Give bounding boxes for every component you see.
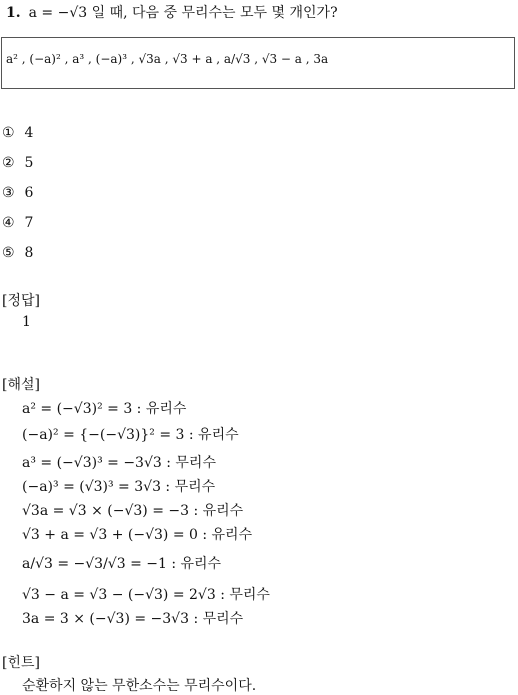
option-3[interactable]: [2, 185, 33, 201]
option-text: 6: [24, 185, 34, 201]
option-mark: ③: [2, 185, 15, 201]
option-1[interactable]: [2, 125, 33, 141]
explanation-line: 3a = 3 × (−√3) = −3√3 : 무리수: [22, 611, 244, 627]
explanation-line: a³ = (−√3)³ = −3√3 : 무리수: [22, 455, 216, 471]
answer-value: 1: [22, 314, 31, 330]
option-text: 5: [24, 155, 34, 171]
option-mark: ④: [2, 215, 15, 231]
option-mark: ①: [2, 125, 15, 141]
option-text: 8: [24, 245, 34, 261]
explanation-heading: [해설]: [2, 377, 40, 393]
explanation-line: (−a)³ = (√3)³ = 3√3 : 무리수: [22, 479, 216, 495]
option-5[interactable]: [2, 245, 33, 261]
explanation-line: √3 + a = √3 + (−√3) = 0 : 유리수: [22, 527, 253, 543]
explanation-line: a/√3 = −√3/√3 = −1 : 유리수: [22, 556, 222, 572]
question-number: 1.: [6, 5, 21, 21]
explanation-line: (−a)² = {−(−√3)}² = 3 : 유리수: [22, 427, 239, 443]
question-text: a = −√3 일 때, 다음 중 무리수는 모두 몇 개인가?: [28, 5, 338, 21]
option-text: 7: [24, 215, 34, 231]
option-mark: ②: [2, 155, 15, 171]
option-text: 4: [24, 125, 34, 141]
expression-list: a² , (−a)² , a³ , (−a)³ , √3a , √3 + a , a/√3 , √3 − a , 3a: [6, 52, 329, 66]
option-2[interactable]: [2, 155, 33, 171]
hint-heading: [힌트]: [2, 655, 40, 671]
answer-heading: [정답]: [2, 293, 40, 309]
hint-text: 순환하지 않는 무한소수는 무리수이다.: [22, 678, 257, 694]
explanation-line: √3 − a = √3 − (−√3) = 2√3 : 무리수: [22, 587, 270, 603]
explanation-line: a² = (−√3)² = 3 : 유리수: [22, 401, 187, 417]
explanation-line: √3a = √3 × (−√3) = −3 : 유리수: [22, 503, 244, 519]
option-mark: ⑤: [2, 245, 15, 261]
option-4[interactable]: [2, 215, 33, 231]
question: [6, 2, 338, 22]
